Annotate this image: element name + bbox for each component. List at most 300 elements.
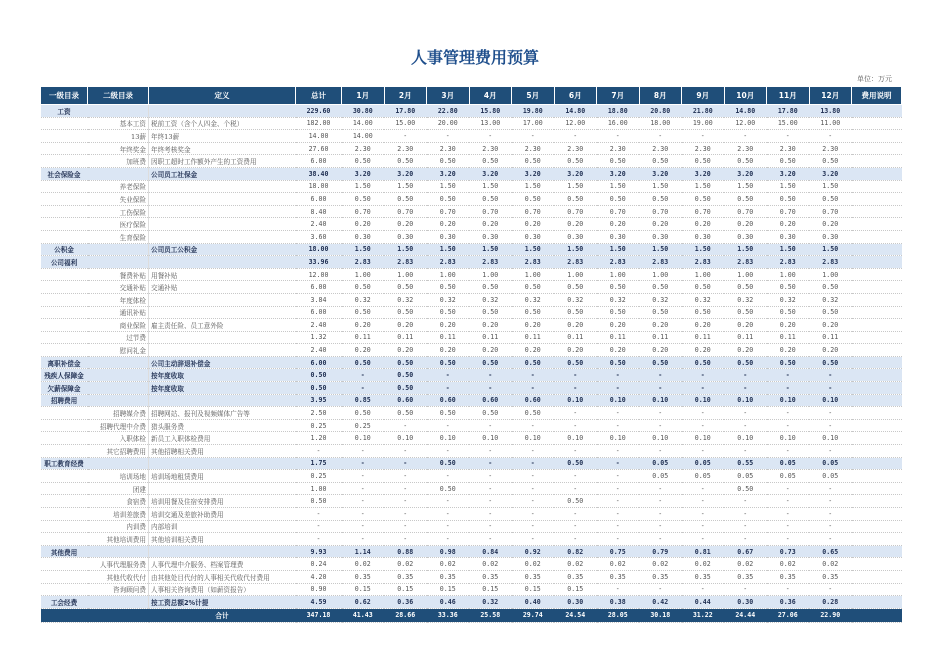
note-cell <box>852 432 902 445</box>
month-cell: 0.44 <box>682 596 725 609</box>
month-cell: 0.20 <box>342 319 385 332</box>
month-cell: 0.50 <box>554 495 597 508</box>
month-cell: - <box>682 495 725 508</box>
month-cell: 0.20 <box>767 319 810 332</box>
month-cell: - <box>809 369 852 382</box>
month-cell: 3.20 <box>384 167 427 180</box>
month-cell: 0.50 <box>767 281 810 294</box>
level2-cell: 加班费 <box>88 155 149 168</box>
month-cell: 0.05 <box>809 457 852 470</box>
definition-cell: 其他招聘相关费用 <box>149 445 296 458</box>
total-label: 合计 <box>149 608 296 622</box>
month-cell: 0.15 <box>512 583 555 596</box>
month-cell: 0.60 <box>512 394 555 407</box>
level2-cell <box>88 356 149 369</box>
month-cell: 0.50 <box>342 193 385 206</box>
month-cell: 0.50 <box>682 356 725 369</box>
month-cell: - <box>512 482 555 495</box>
note-cell <box>852 180 902 193</box>
month-cell: 0.32 <box>597 293 640 306</box>
month-cell: 0.10 <box>767 432 810 445</box>
month-cell: 0.81 <box>682 545 725 558</box>
month-cell: 0.20 <box>724 218 767 231</box>
level2-cell <box>88 596 149 609</box>
month-cell: 0.10 <box>724 432 767 445</box>
note-cell <box>852 596 902 609</box>
month-cell: 0.32 <box>724 293 767 306</box>
month-cell: 0.02 <box>767 558 810 571</box>
month-cell: 0.32 <box>427 293 470 306</box>
category-row <box>41 105 902 118</box>
month-cell: - <box>682 130 725 143</box>
month-cell: 0.50 <box>554 193 597 206</box>
note-cell <box>852 470 902 483</box>
definition-cell: 交通补贴 <box>149 281 296 294</box>
month-cell: 0.50 <box>469 407 512 420</box>
table-row <box>41 193 902 206</box>
month-total-cell: 25.58 <box>469 608 512 622</box>
month-cell: 0.50 <box>342 407 385 420</box>
level1-cell <box>41 533 88 546</box>
month-cell: 0.32 <box>512 293 555 306</box>
definition-cell <box>149 256 296 269</box>
note-cell <box>852 193 902 206</box>
month-cell: - <box>469 495 512 508</box>
note-cell <box>852 407 902 420</box>
note-cell <box>852 230 902 243</box>
month-cell: 0.02 <box>682 558 725 571</box>
month-cell: - <box>427 130 470 143</box>
month-cell: - <box>724 583 767 596</box>
month-cell: 2.30 <box>469 142 512 155</box>
month-cell: 1.50 <box>384 180 427 193</box>
month-cell: 0.20 <box>724 319 767 332</box>
month-cell: 0.50 <box>512 281 555 294</box>
month-cell: - <box>554 470 597 483</box>
definition-cell: 人事代理中介服务、档案管理费 <box>149 558 296 571</box>
table-row <box>41 306 902 319</box>
table-row <box>41 508 902 521</box>
level2-cell: 养老保险 <box>88 180 149 193</box>
level1-cell: 其他费用 <box>41 545 88 558</box>
note-cell <box>852 130 902 143</box>
month-cell: 3.20 <box>767 167 810 180</box>
level2-cell: 商业保险 <box>88 319 149 332</box>
month-cell: - <box>597 369 640 382</box>
month-cell: 0.30 <box>512 230 555 243</box>
month-cell: 0.50 <box>384 382 427 395</box>
definition-cell <box>149 545 296 558</box>
month-cell: - <box>597 457 640 470</box>
month-cell: 0.20 <box>427 344 470 357</box>
level2-cell <box>88 545 149 558</box>
month-cell: 0.50 <box>427 482 470 495</box>
level1-cell <box>41 331 88 344</box>
month-cell: - <box>384 508 427 521</box>
month-cell: - <box>554 445 597 458</box>
level2-cell: 医疗保险 <box>88 218 149 231</box>
level1-cell <box>41 520 88 533</box>
month-cell: - <box>427 520 470 533</box>
month-cell: 1.00 <box>809 268 852 281</box>
month-cell: 0.30 <box>682 230 725 243</box>
month-cell: 2.30 <box>767 142 810 155</box>
month-cell: - <box>597 520 640 533</box>
definition-cell <box>149 218 296 231</box>
month-cell: 0.50 <box>427 356 470 369</box>
month-total-cell: 30.18 <box>639 608 682 622</box>
month-cell: 1.50 <box>724 243 767 256</box>
month-cell: 0.30 <box>809 230 852 243</box>
month-cell: 0.11 <box>427 331 470 344</box>
month-cell: - <box>724 419 767 432</box>
month-cell: 0.50 <box>554 356 597 369</box>
definition-cell: 税前工资（含个人四金、个税） <box>149 117 296 130</box>
column-header: 3月 <box>427 87 470 105</box>
month-cell: - <box>512 533 555 546</box>
table-row <box>41 407 902 420</box>
level1-cell <box>41 495 88 508</box>
month-cell: 0.50 <box>554 155 597 168</box>
month-cell: 0.10 <box>682 394 725 407</box>
level2-cell: 年度体检 <box>88 293 149 306</box>
level2-cell <box>88 382 149 395</box>
month-cell: 0.32 <box>809 293 852 306</box>
level1-cell <box>41 583 88 596</box>
month-cell: 1.00 <box>682 268 725 281</box>
month-cell: 1.50 <box>384 243 427 256</box>
definition-cell <box>149 230 296 243</box>
level1-cell <box>41 570 88 583</box>
month-cell: - <box>809 495 852 508</box>
month-cell: - <box>342 508 385 521</box>
month-cell: 2.30 <box>682 142 725 155</box>
month-cell: 0.30 <box>597 230 640 243</box>
month-cell: 0.50 <box>427 306 470 319</box>
total-cell: 0.50 <box>296 369 342 382</box>
month-cell: - <box>767 533 810 546</box>
month-cell: 0.70 <box>809 205 852 218</box>
month-cell: 2.30 <box>427 142 470 155</box>
definition-cell <box>149 293 296 306</box>
month-cell: - <box>767 382 810 395</box>
month-cell: - <box>682 445 725 458</box>
total-cell: 3.84 <box>296 293 342 306</box>
definition-cell <box>149 180 296 193</box>
month-cell: 0.84 <box>469 545 512 558</box>
month-cell: - <box>427 533 470 546</box>
month-cell: 0.20 <box>512 344 555 357</box>
definition-cell <box>149 344 296 357</box>
month-cell: - <box>724 508 767 521</box>
level2-cell: 其他培训费用 <box>88 533 149 546</box>
month-cell: 0.20 <box>639 319 682 332</box>
month-cell: 0.35 <box>554 570 597 583</box>
definition-cell: 由其他处目代付的人事相关代收代付费用 <box>149 570 296 583</box>
month-cell: - <box>639 445 682 458</box>
month-cell: 0.50 <box>469 306 512 319</box>
month-cell: - <box>724 369 767 382</box>
month-cell: - <box>809 382 852 395</box>
level1-cell <box>41 205 88 218</box>
table-row <box>41 205 902 218</box>
definition-cell: 培训用餐及住宿安排费用 <box>149 495 296 508</box>
month-cell: 0.50 <box>724 482 767 495</box>
level1-cell: 社会保险金 <box>41 167 88 180</box>
month-cell: 0.30 <box>639 230 682 243</box>
month-cell: - <box>809 520 852 533</box>
month-cell: 2.83 <box>682 256 725 269</box>
level1-cell <box>41 470 88 483</box>
month-cell: 3.20 <box>682 167 725 180</box>
month-total-cell: 22.90 <box>809 608 852 622</box>
level2-cell: 培训差旅费 <box>88 508 149 521</box>
total-cell: 0.25 <box>296 470 342 483</box>
month-cell: 0.92 <box>512 545 555 558</box>
note-cell <box>852 281 902 294</box>
note-cell <box>852 608 902 622</box>
level2-cell <box>88 256 149 269</box>
month-cell: 0.70 <box>512 205 555 218</box>
level2-cell: 交通补贴 <box>88 281 149 294</box>
level2-cell: 年终奖金 <box>88 142 149 155</box>
month-cell: 0.35 <box>512 570 555 583</box>
level1-cell <box>41 142 88 155</box>
month-cell: - <box>427 508 470 521</box>
month-cell: 0.11 <box>384 331 427 344</box>
month-cell: 0.50 <box>384 155 427 168</box>
month-cell: - <box>469 482 512 495</box>
month-cell: 0.50 <box>767 155 810 168</box>
month-cell: 0.50 <box>682 155 725 168</box>
month-cell: - <box>639 583 682 596</box>
total-cell: 2.40 <box>296 344 342 357</box>
month-cell: - <box>342 482 385 495</box>
month-cell: 0.30 <box>384 230 427 243</box>
total-cell: 1.00 <box>296 482 342 495</box>
level1-cell: 公司福利 <box>41 256 88 269</box>
month-cell: 1.50 <box>554 180 597 193</box>
month-cell: 0.50 <box>597 155 640 168</box>
month-cell: 0.20 <box>342 218 385 231</box>
total-cell: - <box>296 445 342 458</box>
month-cell: 16.00 <box>597 117 640 130</box>
month-cell: - <box>682 533 725 546</box>
total-cell: 182.00 <box>296 117 342 130</box>
month-cell: - <box>469 445 512 458</box>
month-cell: 0.10 <box>682 432 725 445</box>
month-cell: 1.50 <box>512 180 555 193</box>
month-cell: 15.00 <box>767 117 810 130</box>
month-cell: 0.05 <box>639 470 682 483</box>
month-cell: - <box>384 470 427 483</box>
month-cell: 0.11 <box>554 331 597 344</box>
month-cell: - <box>597 495 640 508</box>
total-cell: 9.93 <box>296 545 342 558</box>
month-cell: 2.83 <box>469 256 512 269</box>
month-cell: - <box>512 419 555 432</box>
level1-cell <box>41 155 88 168</box>
month-cell: - <box>724 520 767 533</box>
month-cell: - <box>469 470 512 483</box>
month-cell: 0.50 <box>809 193 852 206</box>
total-cell: 2.50 <box>296 407 342 420</box>
table-row <box>41 130 902 143</box>
month-cell: - <box>639 520 682 533</box>
month-cell: 0.20 <box>639 218 682 231</box>
definition-cell <box>149 482 296 495</box>
month-cell: - <box>512 520 555 533</box>
month-cell: 0.20 <box>427 218 470 231</box>
level2-cell: 内训费 <box>88 520 149 533</box>
month-cell: 0.10 <box>554 432 597 445</box>
total-cell: 33.96 <box>296 256 342 269</box>
month-cell: 1.50 <box>639 243 682 256</box>
month-total-cell: 31.22 <box>682 608 725 622</box>
month-cell: 0.50 <box>682 281 725 294</box>
month-cell: 0.20 <box>597 344 640 357</box>
category-row <box>41 369 902 382</box>
level2-cell: 人事代理服务费 <box>88 558 149 571</box>
level2-cell: 过节费 <box>88 331 149 344</box>
month-cell: - <box>724 130 767 143</box>
month-cell: 0.02 <box>469 558 512 571</box>
definition-cell: 公司主动辞退补偿金 <box>149 356 296 369</box>
month-cell: - <box>682 520 725 533</box>
month-cell: - <box>512 508 555 521</box>
month-cell: - <box>554 382 597 395</box>
month-cell: 2.30 <box>639 142 682 155</box>
column-header: 总计 <box>296 87 342 105</box>
category-row <box>41 382 902 395</box>
month-cell: - <box>682 508 725 521</box>
level2-cell: 食宿费 <box>88 495 149 508</box>
month-total-cell: 41.43 <box>342 608 385 622</box>
table-row <box>41 230 902 243</box>
month-cell: 0.50 <box>809 155 852 168</box>
month-cell: 0.35 <box>767 570 810 583</box>
definition-cell <box>149 105 296 118</box>
month-cell: 0.70 <box>639 205 682 218</box>
level2-cell: 餐费补贴 <box>88 268 149 281</box>
month-cell: 0.50 <box>512 155 555 168</box>
level2-cell <box>88 105 149 118</box>
level2-cell: 其他代收代付 <box>88 570 149 583</box>
month-cell: 14.80 <box>554 105 597 118</box>
month-cell: - <box>554 130 597 143</box>
note-cell <box>852 545 902 558</box>
month-cell: 0.20 <box>682 319 725 332</box>
month-cell: 1.14 <box>342 545 385 558</box>
level1-cell: 公积金 <box>41 243 88 256</box>
month-cell: 0.20 <box>469 218 512 231</box>
total-cell: 229.60 <box>296 105 342 118</box>
month-cell: 0.79 <box>639 545 682 558</box>
month-cell: - <box>809 533 852 546</box>
month-cell: 0.10 <box>724 394 767 407</box>
month-cell: 11.00 <box>809 117 852 130</box>
month-cell: 0.50 <box>724 306 767 319</box>
month-cell: 2.30 <box>554 142 597 155</box>
month-cell: 0.50 <box>554 281 597 294</box>
month-cell: - <box>639 419 682 432</box>
total-cell: 8.40 <box>296 205 342 218</box>
month-cell: - <box>724 382 767 395</box>
month-cell: 0.50 <box>554 306 597 319</box>
note-cell <box>852 306 902 319</box>
month-cell: 0.30 <box>767 230 810 243</box>
column-header: 二级目录 <box>88 87 149 105</box>
month-cell: 0.02 <box>554 558 597 571</box>
month-cell: - <box>384 130 427 143</box>
level1-cell: 工会经费 <box>41 596 88 609</box>
month-cell: - <box>639 130 682 143</box>
category-row <box>41 167 902 180</box>
table-row <box>41 470 902 483</box>
month-cell: - <box>342 457 385 470</box>
note-cell <box>852 142 902 155</box>
definition-cell: 培训场地租赁费用 <box>149 470 296 483</box>
category-row <box>41 256 902 269</box>
month-cell: 0.05 <box>767 457 810 470</box>
month-cell: - <box>554 482 597 495</box>
month-cell: 0.02 <box>597 558 640 571</box>
month-cell: 2.83 <box>512 256 555 269</box>
level1-cell <box>41 268 88 281</box>
month-total-cell: 33.36 <box>427 608 470 622</box>
month-cell: - <box>724 407 767 420</box>
column-header: 一级目录 <box>41 87 88 105</box>
note-cell <box>852 419 902 432</box>
month-cell: 0.73 <box>767 545 810 558</box>
month-cell: 21.80 <box>682 105 725 118</box>
month-cell: 0.35 <box>342 570 385 583</box>
month-cell: 0.11 <box>512 331 555 344</box>
month-cell: 0.05 <box>639 457 682 470</box>
month-cell: - <box>342 470 385 483</box>
month-cell: 1.50 <box>512 243 555 256</box>
category-row <box>41 356 902 369</box>
note-cell <box>852 445 902 458</box>
header-row <box>41 87 902 105</box>
month-cell: 0.20 <box>682 344 725 357</box>
month-cell: 0.20 <box>767 344 810 357</box>
level1-cell <box>41 293 88 306</box>
level2-cell: 入职体检 <box>88 432 149 445</box>
month-cell: - <box>767 583 810 596</box>
month-cell: 0.70 <box>469 205 512 218</box>
month-cell: 2.30 <box>384 142 427 155</box>
month-cell: 0.10 <box>597 432 640 445</box>
month-cell: 0.50 <box>512 306 555 319</box>
month-cell: 0.10 <box>469 432 512 445</box>
table-row <box>41 445 902 458</box>
level1-cell <box>41 117 88 130</box>
month-cell: 0.50 <box>809 281 852 294</box>
note-cell <box>852 319 902 332</box>
month-cell: 14.00 <box>342 117 385 130</box>
note-cell <box>852 344 902 357</box>
month-cell: - <box>384 520 427 533</box>
month-cell: 0.50 <box>427 281 470 294</box>
month-cell: 0.50 <box>682 193 725 206</box>
month-cell: - <box>342 533 385 546</box>
month-cell: 0.15 <box>384 583 427 596</box>
month-cell: 0.32 <box>342 293 385 306</box>
total-cell: 27.60 <box>296 142 342 155</box>
month-cell: 0.35 <box>384 570 427 583</box>
grand-total-row <box>41 608 902 622</box>
